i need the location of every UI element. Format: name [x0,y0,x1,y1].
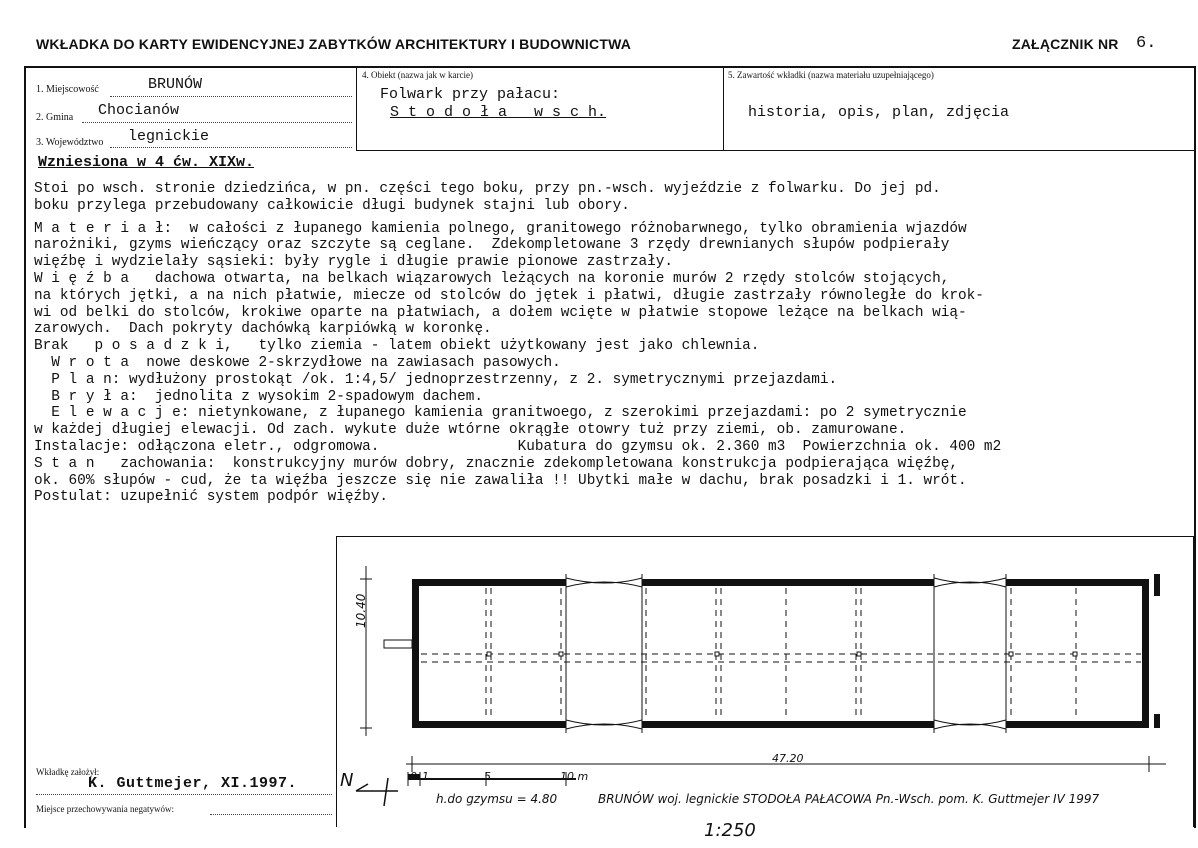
scale-label-0: 0 [410,770,417,783]
field-label-gmina: 2. Gmina [36,112,74,123]
field-value-gmina: Chocianów [98,102,180,119]
founder-label: Wkładkę założył: [36,767,100,777]
field-value-obiekt-line1: Folwark przy pałacu: [380,86,561,103]
founder-value: K. Guttmejer, XI.1997. [88,775,298,792]
description-text [34,181,1192,506]
body-line: M a t e r i a ł: w całości z łupanego kamienia polnego, granitowego różnobarwnego, tylko obramienia wjazdów [34,220,967,237]
scale-label-10: 10 m [560,770,589,783]
body-line: E l e w a c j e: nietynkowane, z łupanego kamienia granitwoego, z szerokimi przejazdami: po 2 symetrycznie [34,405,967,422]
body-line: W i ę ź b a dachowa otwarta, na belkach wiązarowych leżących na koronie murów 2 rzędy stolców stojących, [34,270,950,287]
divider [356,150,1194,151]
page-title: WKŁADKA DO KARTY EWIDENCYJNEJ ZABYTKÓW ARCHITEKTURY I BUDOWNICTWA [36,36,632,52]
divider [723,67,724,150]
body-line: P l a n: wydłużony prostokąt /ok. 1:4,5/ jednoprzestrzenny, z 2. symetrycznymi przejazdami. [34,371,838,388]
scale-label-5: 5 [484,770,491,783]
north-arrow-icon: N [340,770,354,791]
body-line: w każdej długiej elewacji. Od zach. wykute duże wtórne okrągłe otowry tuż przy ziemi, ob. zamurowane. [34,422,907,439]
attachment-label: ZAŁĄCZNIK NR [1012,36,1119,52]
floor-plan [336,536,1192,826]
body-line: W r o t a nowe deskowe 2-skrzydłowe na zawiasach pasowych. [34,354,561,371]
scale-ratio: 1:250 [704,820,756,841]
scale-label-1: 1 [422,770,429,783]
field-line [110,147,352,148]
body-line: zarowych. Dach pokryty dachówką karpiówką w koronkę. [34,321,492,338]
field-value-miejscowosc: BRUNÓW [148,76,203,93]
divider [356,67,357,150]
field-line [210,814,332,815]
body-line: boku przylega przebudowany całkowicie długi budynek stajni lub obory. [34,197,630,214]
attachment-number: 6. [1136,34,1157,53]
body-line: na których jętki, a na nich płatwie, miecze od stolców do jętek i płatwi, długie zastrzały równoległe do krok- [34,287,984,304]
body-line: wi od belki do stolców, krokiwe oparte na płatwiach, a dołem wcięte w płatwie stopowe leżące na belkach wią- [34,304,967,321]
field-label-miejscowosc: 1. Miejscowość [36,84,99,95]
field-line [36,794,332,795]
field-label-obiekt: 4. Obiekt (nazwa jak w karcie) [362,70,473,80]
field-label-zawartosc: 5. Zawartość wkładki (nazwa materiału uzupełniającego) [728,70,934,80]
eaves-height-label: h.do gzymsu = 4.80 [436,792,558,806]
body-line: więźbę i wydzielały sąsieki: były rygle i długie prawie pionowe zastrzały. [34,254,674,271]
field-value-zawartosc: historia, opis, plan, zdjęcia [748,104,1010,121]
body-line: S t a n zachowania: konstrukcyjny murów dobry, znacznie zdekompletowana konstrukcja podpierająca więźbę, [34,455,959,472]
body-line: B r y ł a: jednolita z wysokim 2-spadowym dachem. [34,388,484,405]
body-line: Stoi po wsch. stronie dziedzińca, w pn. części tego boku, przy pn.-wsch. wyjeździe z folwarku. Do jej pd. [34,181,941,197]
body-line: Brak p o s a d z k i, tylko ziemia - latem obiekt użytkowany jest jako chlewnia. [34,338,760,355]
field-line [82,122,352,123]
negatives-label: Miejsce przechowywania negatywów: [36,804,174,814]
width-dimension-label: 47.20 [772,752,804,765]
body-heading: Wzniesiona w 4 ćw. XIXw. [38,154,255,171]
plan-caption: BRUNÓW woj. legnickie STODOŁA PAŁACOWA Pn.-Wsch. pom. K. Guttmejer IV 1997 [598,792,1100,806]
body-line: narożniki, gzyms wieńczący oraz szczyte są ceglane. Zdekompletowane 3 rzędy drewnianych słupów podpierały [34,237,950,254]
field-value-wojewodztwo: legnickie [128,128,210,145]
body-line: Instalacje: odłączona eletr., odgromowa. Kubatura do gzymsu ok. 2.360 m3 Powierzchnia ok. 400 m2 [34,438,1002,455]
field-value-obiekt-line2: S t o d o ł a w s c h. [390,104,607,121]
height-dimension-label: 10.40 [354,593,368,628]
field-label-wojewodztwo: 3. Województwo [36,137,104,148]
body-line: Postulat: uzupełnić system podpór więźby. [34,489,389,506]
field-line [110,96,352,97]
body-line: ok. 60% słupów - cud, że ta więźba jeszcze się nie zawaliła !! Ubytki małe w dachu, brak posadzki i 1. wrót. [34,472,967,489]
